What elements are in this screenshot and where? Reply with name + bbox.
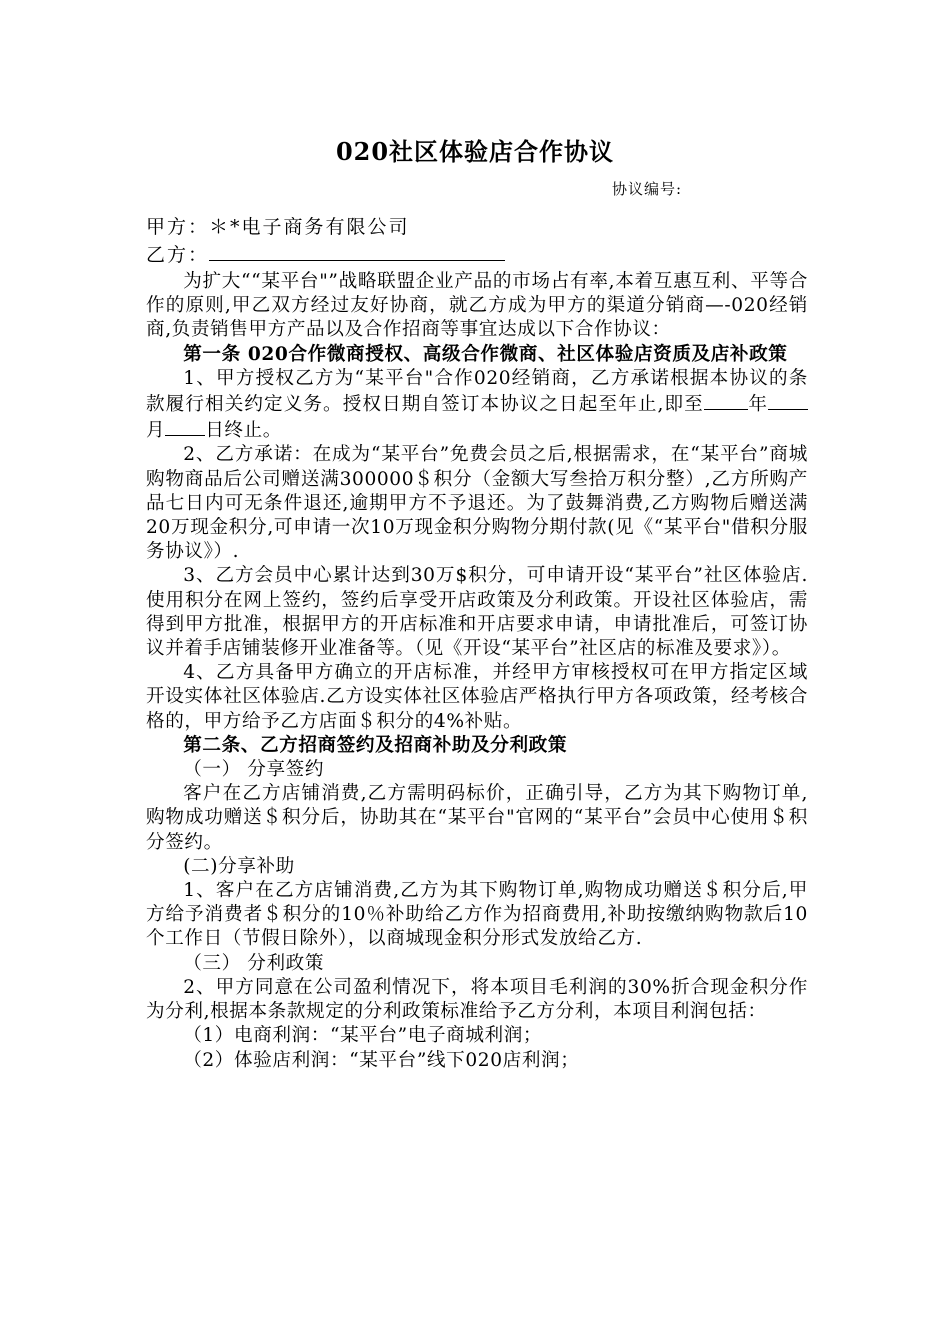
clause-1-1-text: 1、甲方授权乙方为“某平台"合作020经销商，乙方承诺根据本协议的条款履行相关约定义务。授权日期自签订本协议之日起至年止,即至 [146,367,808,416]
section-2-2-text: 1、客户在乙方店铺消费,乙方为其下购物订单,购物成功赠送＄积分后,甲方给予消费者＄积分的10％补助给乙方作为招商费用,补助按缴纳购物款后10个工作日（节假日除外），以商城现金积分形式发放给乙方. [146,880,808,950]
profit-item-1: （1）电商利润：“某平台”电子商城利润； [183,1025,543,1047]
party-b [146,240,505,267]
profit-item-2: （2）体验店利润：“某平台”线下020店利润； [183,1049,580,1071]
year-blank [704,391,748,410]
party-a: 甲方：＊*电子商务有限公司 [146,216,410,238]
day-label: 日终止。 [205,420,282,442]
intro-paragraph: 为扩大““某平台"”战略联盟企业产品的市场占有率,本着互惠互利、平等合作的原则,甲乙双方经过友好协商，就乙方成为甲方的渠道分销商—-020经销商,负责销售甲方产品以及合作招商等事宜达成以下合作协议： [146,271,808,341]
agreement-number-label: 协议编号: [612,180,683,198]
section-2-1-heading: （一） 分享签约 [183,759,325,781]
clause-1-1 [146,367,808,444]
article-2-heading: 第二条、乙方招商签约及招商补助及分利政策 [183,734,568,756]
clause-1-2: 2、乙方承诺：在成为“某平台”免费会员之后,根据需求，在“某平台”商城购物商品后公司赠送满300000＄积分（金额大写叁拾万积分整）,乙方所购产品七日内可无条件退还,逾期甲方不予退还。为了鼓舞消费,乙方购物后赠送满20万现金积分,可申请一次10万现金积分购物分期付款(见《“某平台"借积分服务协议》）. [146,444,808,563]
month-blank [768,391,808,410]
clause-1-3: 3、乙方会员中心累计达到30万$积分，可申请开设“某平台”社区体验店.使用积分在网上签约，签约后享受开店政策及分利政策。开设社区体验店，需得到甲方批准，根据甲方的开店标准和开店要求申请，申请批准后，可签订协议并着手店铺装修开业准备等。（见《开设“某平台”社区店的标准及要求》）。 [146,565,808,660]
year-label: 年 [747,394,768,416]
section-2-3-heading: （三） 分利政策 [183,952,325,974]
day-blank [165,417,205,436]
party-b-blank-line [209,242,505,261]
section-2-3-text: 2、甲方同意在公司盈利情况下，将本项目毛利润的30%折合现金积分作为分利,根据本条款规定的分利政策标准给予乙方分利，本项目利润包括： [146,976,808,1023]
article-1-heading: 第一条 020合作微商授权、高级合作微商、社区体验店资质及店补政策 [183,343,788,365]
section-2-2-heading: (二)分享补助 [183,855,295,877]
section-2-1-text: 客户在乙方店铺消费,乙方需明码标价，正确引导，乙方为其下购物订单,购物成功赠送＄积分后，协助其在“某平台"官网的“某平台”会员中心使用＄积分签约。 [146,783,808,853]
document-title: 020社区体验店合作协议 [335,137,615,166]
month-label: 月 [146,420,166,442]
clause-1-4: 4、乙方具备甲方确立的开店标准，并经甲方审核授权可在甲方指定区域开设实体社区体验店.乙方设实体社区体验店严格执行甲方各项政策，经考核合格的，甲方给予乙方店面＄积分的4%补贴。 [146,662,808,732]
agreement-body [146,270,808,1073]
party-b-label: 乙方： [146,244,210,266]
